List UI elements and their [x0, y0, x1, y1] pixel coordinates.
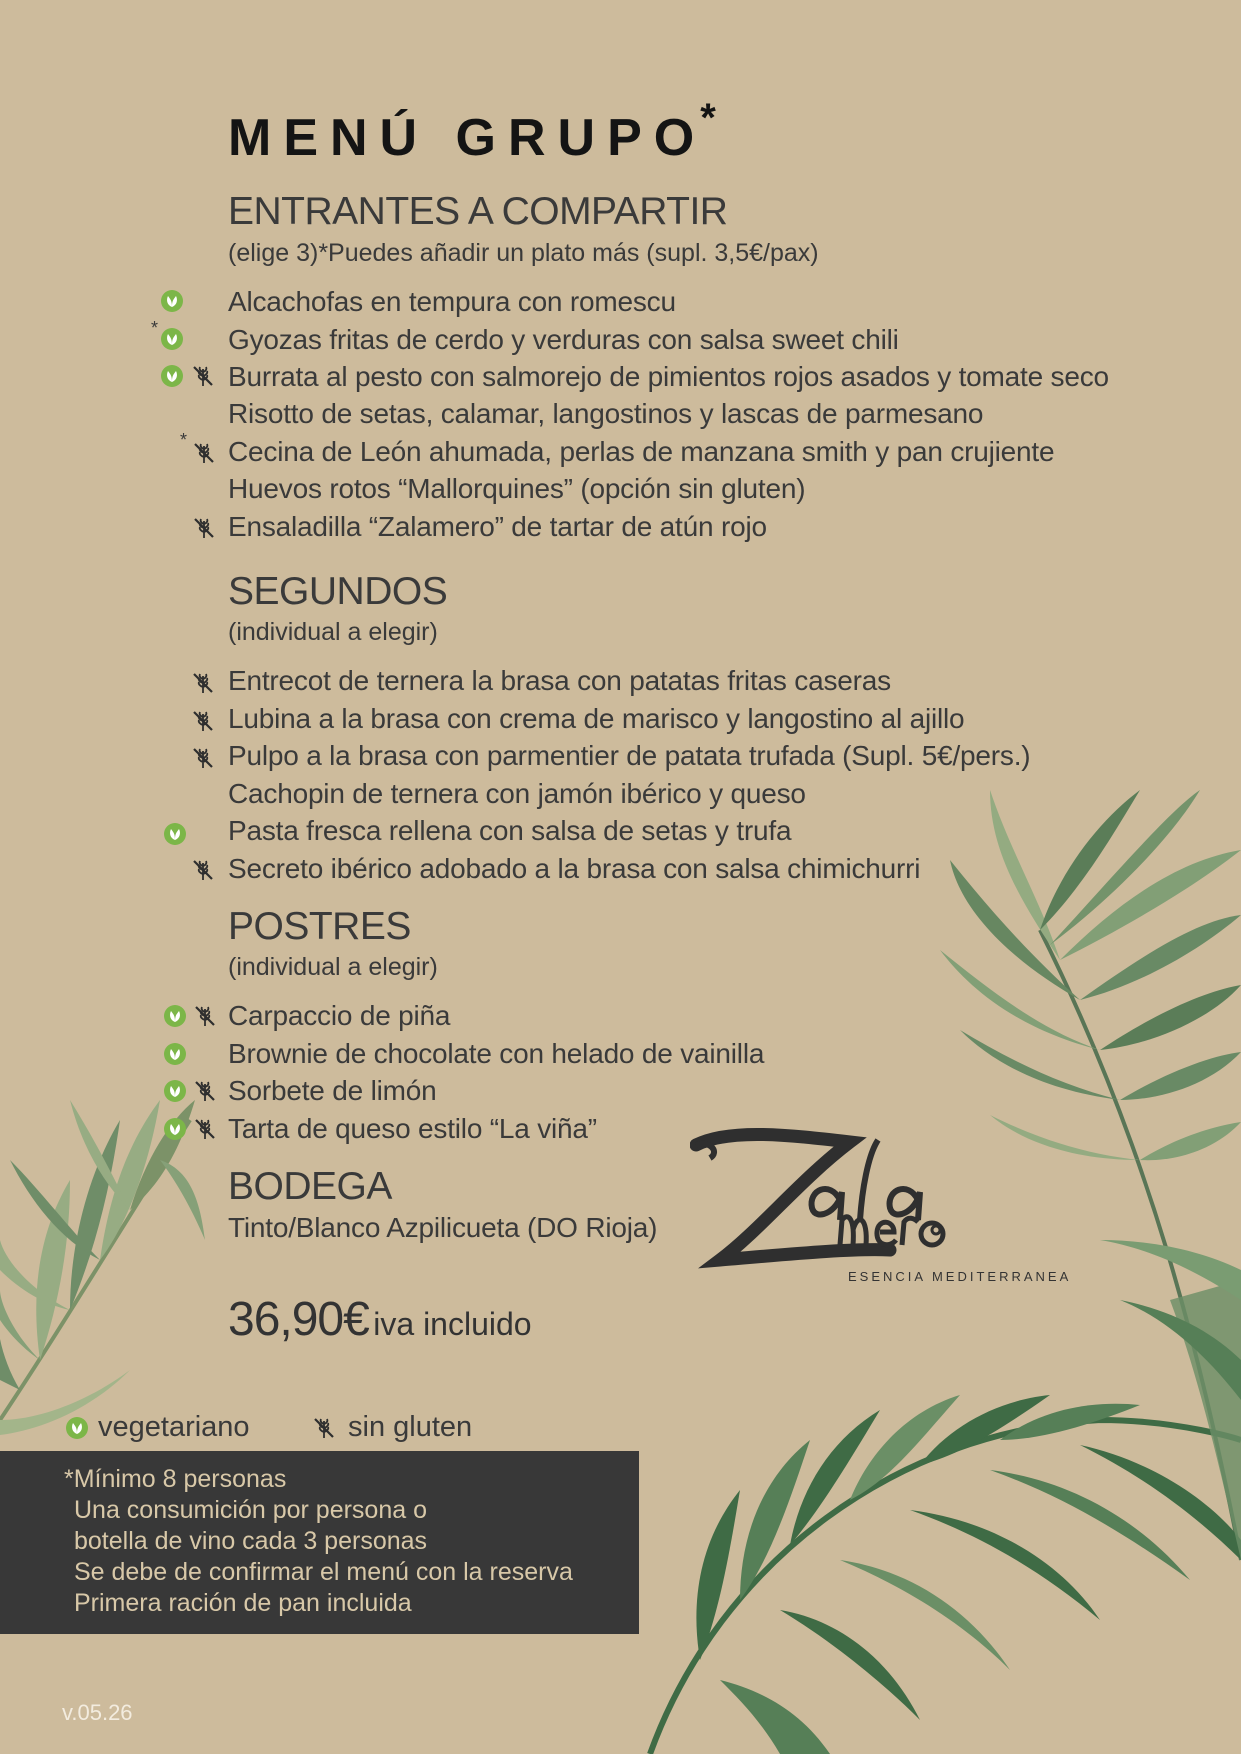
- section-heading-bodega: BODEGA: [228, 1165, 392, 1208]
- menu-item: Secreto ibérico adobado a la brasa con salsa chimichurri: [228, 853, 921, 884]
- menu-item: Pasta fresca rellena con salsa de setas y trufa: [228, 815, 792, 846]
- logo-tagline: ESENCIA MEDITERRANEA: [848, 1269, 1072, 1284]
- price-tax-note: iva incluido: [373, 1306, 532, 1342]
- crossed-wheat-icon: [193, 1117, 217, 1141]
- condition-line: Se debe de confirmar el menú con la reserva: [74, 1558, 573, 1586]
- palm-frond-right-lower: [650, 1240, 1241, 1754]
- leaf-circle-icon: [164, 1043, 186, 1065]
- asterisk-mark: *: [151, 318, 159, 338]
- menu-item: Huevos rotos “Mallorquines” (opción sin gluten): [228, 473, 806, 504]
- menu-item: Cachopin de ternera con jamón ibérico y queso: [228, 778, 806, 809]
- menu-item: Alcachofas en tempura con romescu: [228, 286, 676, 317]
- crossed-wheat-icon: [193, 1004, 217, 1028]
- menu-item: Pulpo a la brasa con parmentier de patata trufada (Supl. 5€/pers.): [228, 740, 1031, 771]
- legend-gluten-free-label: sin gluten: [348, 1411, 473, 1443]
- crossed-wheat-icon: [191, 364, 215, 388]
- leaf-circle-icon: [164, 823, 186, 845]
- leaf-circle-icon: [164, 1080, 186, 1102]
- section-heading-postres: POSTRES: [228, 905, 411, 948]
- leaf-circle-icon: [164, 1118, 186, 1140]
- leaf-circle-icon: [66, 1417, 88, 1439]
- condition-line: Primera ración de pan incluida: [74, 1589, 412, 1617]
- crossed-wheat-icon: [192, 441, 216, 465]
- menu-item: Risotto de setas, calamar, langostinos y lascas de parmesano: [228, 398, 984, 429]
- section-heading-segundos: SEGUNDOS: [228, 570, 448, 613]
- menu-item: Tarta de queso estilo “La viña”: [228, 1113, 597, 1144]
- section-note-segundos: (individual a elegir): [228, 618, 438, 646]
- bodega-wine: Tinto/Blanco Azpilicueta (DO Rioja): [228, 1212, 658, 1243]
- crossed-wheat-icon: [312, 1416, 336, 1440]
- menu-price: [228, 1292, 532, 1347]
- menu-item: Entrecot de ternera la brasa con patatas fritas caseras: [228, 665, 891, 696]
- section-note-postres: (individual a elegir): [228, 953, 438, 981]
- menu-item: Sorbete de limón: [228, 1075, 437, 1106]
- leaf-circle-icon: [161, 328, 183, 350]
- menu-item: Lubina a la brasa con crema de marisco y langostino al ajillo: [228, 703, 965, 734]
- crossed-wheat-icon: [191, 671, 215, 695]
- menu-item: Ensaladilla “Zalamero” de tartar de atún rojo: [228, 511, 767, 542]
- condition-line: Una consumición por persona o: [74, 1496, 427, 1524]
- section-heading-entrantes: ENTRANTES A COMPARTIR: [228, 190, 728, 233]
- asterisk-mark: *: [180, 430, 188, 450]
- condition-line: botella de vino cada 3 personas: [74, 1527, 428, 1555]
- condition-line: *Mínimo 8 personas: [64, 1465, 287, 1493]
- zalamero-logo: [690, 1120, 1070, 1290]
- version-label: v.05.26: [62, 1700, 133, 1725]
- section-note-entrantes: (elige 3)*Puedes añadir un plato más (supl. 3,5€/pax): [228, 239, 819, 267]
- crossed-wheat-icon: [191, 709, 215, 733]
- menu-item: Carpaccio de piña: [228, 1000, 451, 1031]
- price-amount: 36,90€: [228, 1293, 369, 1346]
- menu-item: Gyozas fritas de cerdo y verduras con salsa sweet chili: [228, 324, 899, 355]
- menu-item: Brownie de chocolate con helado de vainilla: [228, 1038, 765, 1069]
- menu-item: Burrata al pesto con salmorejo de pimientos rojos asados y tomate seco: [228, 361, 1109, 392]
- leaf-circle-icon: [161, 365, 183, 387]
- crossed-wheat-icon: [193, 1079, 217, 1103]
- crossed-wheat-icon: [191, 746, 215, 770]
- legend-vegetarian-label: vegetariano: [98, 1411, 250, 1443]
- menu-title: MENÚ GRUPO*: [228, 96, 716, 167]
- crossed-wheat-icon: [191, 858, 215, 882]
- menu-item: Cecina de León ahumada, perlas de manzana smith y pan crujiente: [228, 436, 1055, 467]
- leaf-circle-icon: [164, 1005, 186, 1027]
- palm-frond-left: [0, 1100, 205, 1435]
- crossed-wheat-icon: [192, 516, 216, 540]
- logo-script-mark: [690, 1120, 1070, 1270]
- leaf-circle-icon: [161, 290, 183, 312]
